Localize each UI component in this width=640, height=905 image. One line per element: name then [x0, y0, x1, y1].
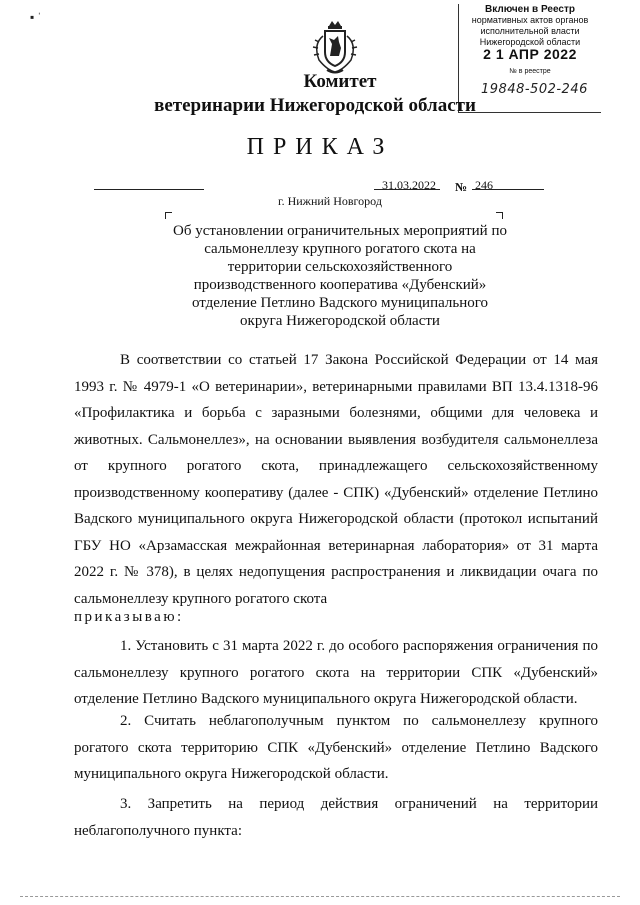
corner-mark: [165, 212, 172, 219]
city: г. Нижний Новгород: [278, 194, 382, 208]
stamp-line: исполнительной власти: [480, 26, 580, 36]
item-3: 3. Запретить на период действия ограничений на территории неблагополучного пункта:: [74, 796, 598, 839]
decree-word: приказываю:: [74, 609, 184, 625]
stamp-line: нормативных актов органов: [471, 15, 589, 25]
stamp-line: Нижегородской области: [479, 37, 581, 47]
preamble-paragraph: В соответствии со статьей 17 Закона Российской Федерации от 14 мая 1993 г. № 4979-1 «О ветеринарии», ветеринарными правилами ВП 13.4.1318-96 «Профилактика и борьба с заразными болезнями, общими для человека и животных. Сальмонеллез», на основании выявления возбудителя сальмонеллеза от крупного рогатого скота, принадлежащего сельскохозяйственному производственному кооперативу (далее - СПК) «Дубенский» отделение Петлино Вадского муниципального округа Нижегородской области (протокол испытаний ГБУ НО «Арзамасская межрайонная ветеринарная лаборатория» от 31 марта 2022 г. № 378), в целях недопущения распространения и ликвидации очага по сальмонеллезу крупного рогатого скота: [74, 352, 598, 607]
item-2: 2. Считать неблагополучным пунктом по сальмонеллезу крупного рогатого скота территорию СПК «Дубенский» отделение Петлино Вадского муниципального округа Нижегородской области.: [74, 713, 598, 782]
document-subject: Об установлении ограничительных мероприятий по сальмонеллезу крупного рогатого скота на территории сельскохозяйственного производственного кооператива «Дубенский» отделение Петлино Вадского муниципального округа Нижегородской области: [173, 223, 507, 329]
item-1: 1. Установить с 31 марта 2022 г. до особого распоряжения ограничения по сальмонеллезу крупного рогатого скота на территории СПК «Дубенский» отделение Петлино Вадского муниципального округа Нижегородской области.: [74, 638, 598, 707]
coat-of-arms-icon: [305, 18, 365, 78]
date-underline-left: [94, 189, 204, 190]
stamp-reg-number: 19848-502-246: [481, 82, 588, 97]
scan-edge: [20, 896, 620, 897]
corner-mark: [496, 212, 503, 219]
document-number: 246: [475, 178, 493, 192]
document-type: ПРИКАЗ: [246, 134, 394, 160]
number-label: №: [455, 180, 468, 194]
document-date: 31.03.2022: [382, 178, 436, 192]
organization-name-line2: ветеринарии Нижегородской области: [154, 95, 476, 116]
stamp-reg-label: № в реестре: [509, 68, 551, 75]
organization-name: Комитет: [303, 71, 377, 92]
stamp-date: 2 1 АПР 2022: [483, 46, 577, 62]
stamp-line: Включен в Реестр: [485, 4, 575, 15]
scan-mark: ▪ ˈ: [30, 10, 42, 24]
